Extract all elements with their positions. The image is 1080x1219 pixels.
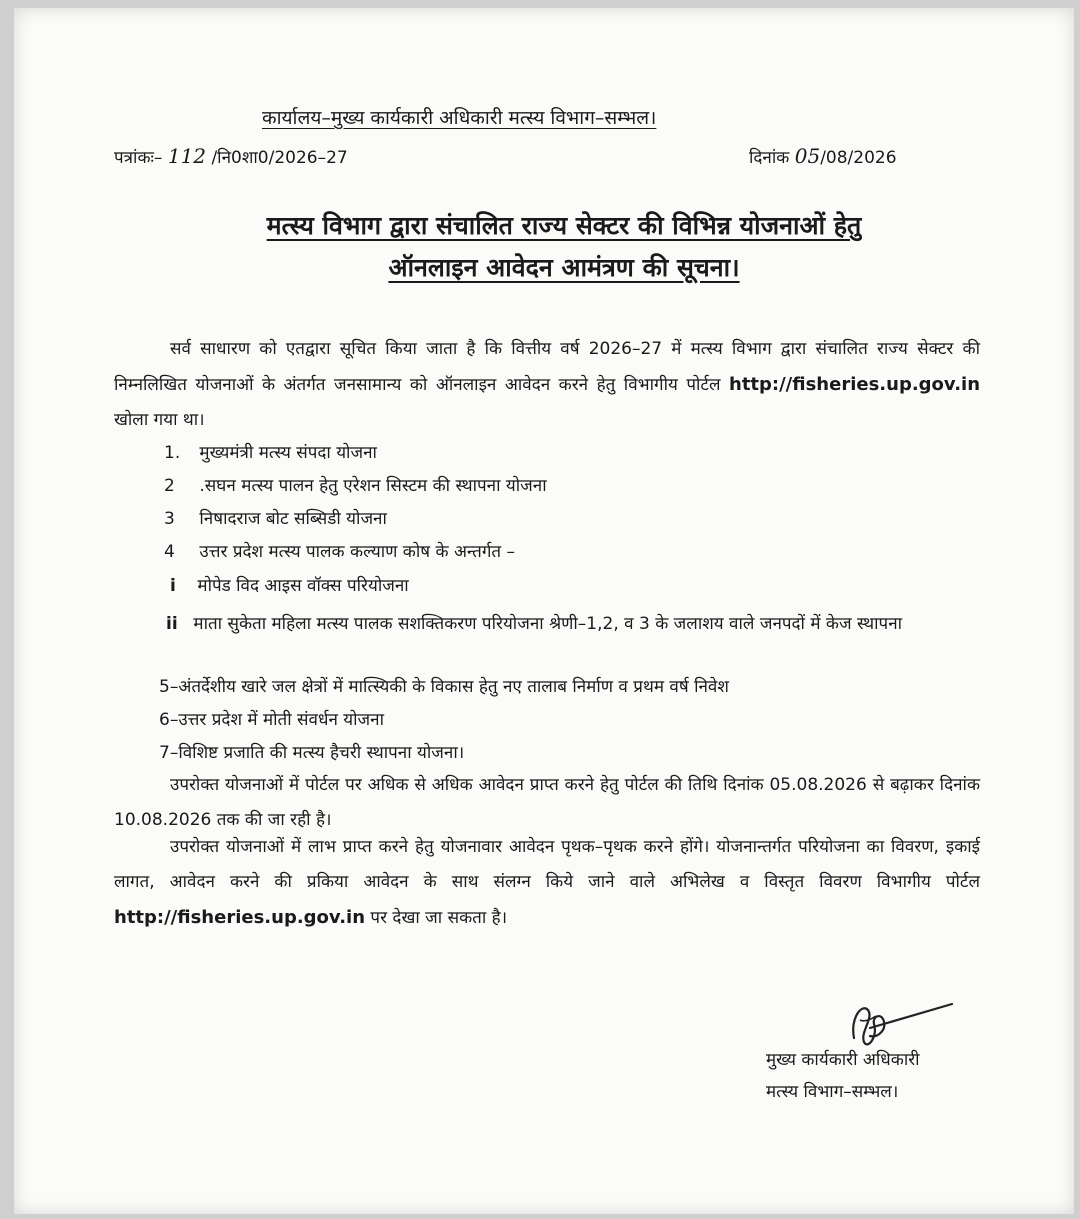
document-page <box>14 8 1074 1214</box>
subject-line-2: ऑनलाइन आवेदन आमंत्रण की सूचना। <box>388 253 740 282</box>
signatory-department: मत्स्य विभाग–सम्भल। <box>766 1082 899 1102</box>
list-subitem: ii माता सुकेता महिला मत्स्य पालक सशक्तिकरण परियोजना श्रेणी–1,2, व 3 के जलाशय वाले जनपदों में केज स्थापना <box>166 614 903 634</box>
list-item: 5–अंतर्देशीय खारे जल क्षेत्रों में मात्स्यिकी के विकास हेतु नए तालाब निर्माण व प्रथम वर्ष निवेश <box>159 677 729 697</box>
date-label: दिनांक <box>749 148 790 168</box>
portal-url: http://fisheries.up.gov.in <box>729 374 981 395</box>
reference-number <box>114 144 348 168</box>
details-text: उपरोक्त योजनाओं में लाभ प्राप्त करने हेतु योजनावार आवेदन पृथक–पृथक करने होंगे। योजनान्तर्गत परियोजना का विवरण, इकाई लागत, आवेदन करने की प्रकिया आवेदन के साथ संलग्न किये जाने वाले अभिलेख व विस्तृत विवरण विभागीय पोर्टल <box>114 837 980 892</box>
intro-paragraph <box>114 332 980 438</box>
signatory-block <box>766 1044 920 1108</box>
reference-handwritten-number: 112 <box>167 144 207 168</box>
office-heading: कार्यालय–मुख्य कार्यकारी अधिकारी मत्स्य विभाग–सम्भल। <box>262 107 657 129</box>
list-item: 2 .सघन मत्स्य पालन हेतु एरेशन सिस्टम की स्थापना योजना <box>164 476 547 496</box>
reference-label: पत्रांकः– <box>114 148 163 168</box>
extension-paragraph: उपरोक्त योजनाओं में पोर्टल पर अधिक से अधिक आवेदन प्राप्त करने हेतु पोर्टल की तिथि दिनांक 05.08.2026 से बढ़ाकर दिनांक 10.08.2026 तक की जा रही है। <box>114 775 980 830</box>
subject-line-1: मत्स्य विभाग द्वारा संचालित राज्य सेक्टर की विभिन्न योजनाओं हेतु <box>266 211 862 240</box>
list-item: 7–विशिष्ट प्रजाति की मत्स्य हैचरी स्थापना योजना। <box>159 743 465 763</box>
list-item: 1. मुख्यमंत्री मत्स्य संपदा योजना <box>164 443 377 463</box>
issue-date <box>749 144 897 168</box>
list-subitem: i मोपेड विद आइस वॉक्स परियोजना <box>170 576 409 596</box>
list-item: 4 उत्तर प्रदेश मत्स्य पालक कल्याण कोष के अन्तर्गत – <box>164 542 516 562</box>
list-item: 3 निषादराज बोट सब्सिडी योजना <box>164 509 387 529</box>
intro-text-end: खोला गया था। <box>114 410 205 430</box>
date-suffix: /08/2026 <box>820 148 897 168</box>
details-text-end: पर देखा जा सकता है। <box>370 908 508 928</box>
portal-url-repeat: http://fisheries.up.gov.in <box>114 907 366 928</box>
details-paragraph <box>114 830 980 936</box>
date-handwritten-day: 05 <box>794 144 821 168</box>
list-item: 6–उत्तर प्रदेश में मोती संवर्धन योजना <box>159 710 384 730</box>
reference-suffix: /नि0शा0/2026–27 <box>211 148 348 168</box>
signatory-title: मुख्य कार्यकारी अधिकारी <box>766 1050 920 1070</box>
intro-text: सर्व साधारण को एतद्वारा सूचित किया जाता है कि वित्तीय वर्ष 2026–27 में मत्स्य विभाग द्वारा संचालित राज्य सेक्टर की निम्नलिखित योजनाओं के अंतर्गत जनसामान्य को ऑनलाइन आवेदन करने हेतु विभागीय पोर्टल <box>114 339 980 395</box>
